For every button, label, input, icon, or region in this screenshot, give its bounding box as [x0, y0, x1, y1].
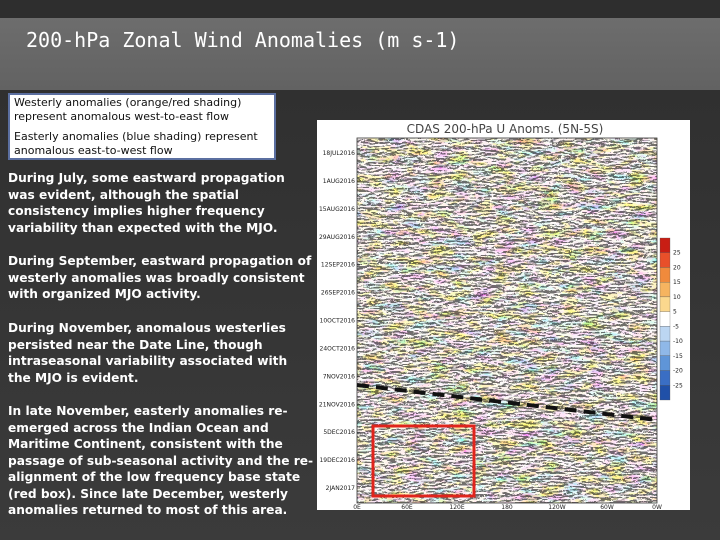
- colorbar-swatch: [660, 282, 670, 297]
- paragraph-july: During July, some eastward propagation was evident, although the spatial consistency implies higher frequency variability than expected with the MJO.: [8, 171, 285, 235]
- colorbar-label: 5: [673, 308, 677, 316]
- longitude-tick-label: 120W: [548, 504, 566, 510]
- slide-title: 200-hPa Zonal Wind Anomalies (m s-1): [26, 28, 460, 52]
- colorbar-label: 10: [673, 293, 681, 301]
- colorbar-label: -5: [673, 323, 679, 331]
- date-tick-label: 24OCT2016: [319, 345, 355, 353]
- colorbar-label: 25: [673, 249, 681, 257]
- hovmoller-svg: [317, 120, 690, 510]
- longitude-tick-label: 120E: [449, 504, 465, 510]
- paragraph-november: During November, anomalous westerlies persisted near the Date Line, though intraseasonal variability associated with the MJO is evident.: [8, 321, 288, 385]
- colorbar-swatch: [660, 356, 670, 371]
- colorbar-swatch: [660, 326, 670, 341]
- longitude-tick-label: 0E: [353, 504, 361, 510]
- colorbar-label: -15: [673, 352, 683, 360]
- date-tick-label: 29AUG2016: [318, 233, 355, 241]
- date-tick-label: 21NOV2016: [318, 401, 355, 409]
- colorbar-label: -20: [673, 367, 683, 375]
- date-tick-label: 10OCT2016: [319, 317, 355, 325]
- date-tick-label: 1AUG2016: [322, 177, 355, 185]
- colorbar-swatch: [660, 253, 670, 268]
- colorbar-swatch: [660, 267, 670, 282]
- date-tick-label: 12SEP2016: [320, 261, 355, 269]
- legend-box: [8, 93, 276, 160]
- colorbar-label: 20: [673, 264, 681, 272]
- colorbar-swatch: [660, 312, 670, 327]
- colorbar-swatch: [660, 371, 670, 386]
- legend-easterly-text: Easterly anomalies (blue shading) represent anomalous east-to-west flow: [14, 130, 258, 157]
- colorbar-label: -25: [673, 382, 683, 390]
- chart-title: CDAS 200-hPa U Anoms. (5N-5S): [406, 122, 604, 136]
- paragraph-late-november: In late November, easterly anomalies re-emerged across the Indian Ocean and Maritime Continent, consistent with the passage of sub-seasonal activity and the re-alignment of the low frequency base state (red box). Since late December, westerly anomalies returned to most of this area.: [8, 404, 314, 517]
- hovmoller-chart: [317, 120, 690, 510]
- longitude-tick-label: 0W: [652, 504, 662, 510]
- colorbar: [660, 238, 683, 400]
- colorbar-swatch: [660, 341, 670, 356]
- chart-plot-area: [357, 138, 657, 503]
- date-tick-label: 15AUG2016: [318, 205, 355, 213]
- date-tick-label: 19DEC2016: [319, 457, 355, 465]
- longitude-axis: [353, 504, 662, 510]
- date-tick-label: 26SEP2016: [320, 289, 355, 297]
- longitude-tick-label: 60E: [401, 504, 413, 510]
- longitude-tick-label: 60W: [600, 504, 614, 510]
- colorbar-swatch: [660, 385, 670, 400]
- colorbar-label: -10: [673, 338, 683, 346]
- longitude-tick-label: 180: [501, 504, 513, 510]
- colorbar-label: 15: [673, 279, 681, 287]
- date-tick-label: 7NOV2016: [322, 373, 355, 381]
- paragraph-september: During September, eastward propagation of westerly anomalies was broadly consistent with organized MJO activity.: [8, 254, 312, 301]
- date-tick-label: 2JAN2017: [325, 485, 355, 492]
- colorbar-swatch: [660, 297, 670, 312]
- date-tick-label: 18JUL2016: [322, 150, 355, 157]
- date-tick-label: 5DEC2016: [323, 429, 355, 437]
- colorbar-swatch: [660, 238, 670, 253]
- legend-westerly-text: Westerly anomalies (orange/red shading) represent anomalous west-to-east flow: [14, 96, 242, 123]
- date-axis: [319, 150, 360, 492]
- anomaly-contours: [357, 138, 657, 503]
